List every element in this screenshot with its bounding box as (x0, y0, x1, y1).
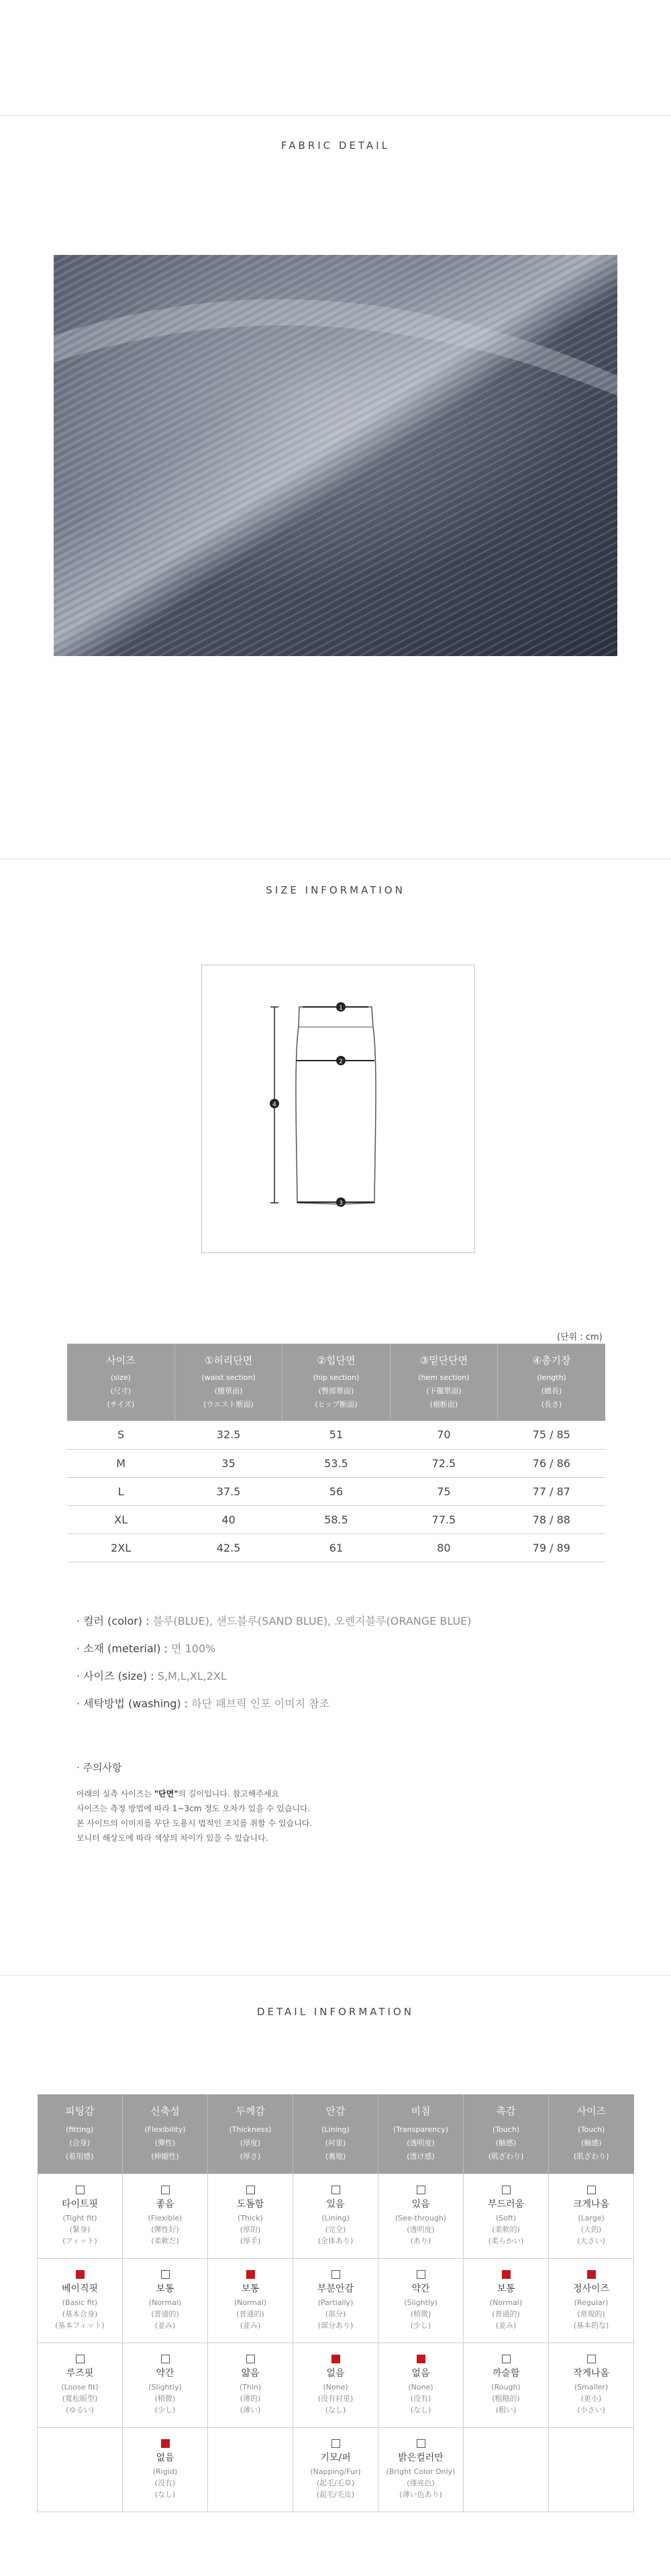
option-label: 보통 (497, 2283, 515, 2294)
unchecked-box-icon (417, 2186, 425, 2194)
detail-option-cell (293, 2343, 378, 2427)
table-cell: 77 / 87 (498, 1477, 605, 1505)
table-cell: 40 (174, 1505, 282, 1534)
option-sublabel: (Slightly) (148, 2382, 182, 2392)
option-sublabel: (稍微) (410, 2309, 431, 2318)
table-row (67, 1534, 605, 1562)
header-sublabel: (透明度) (407, 2139, 435, 2148)
option-sublabel: (あり) (410, 2236, 431, 2245)
option-sublabel: (Smaller) (574, 2382, 609, 2392)
table-cell: 2XL (67, 1534, 174, 1562)
option-sublabel: (柔軟だ) (151, 2236, 179, 2245)
option-sublabel: (Partially) (317, 2298, 354, 2307)
size-table-header (390, 1344, 497, 1421)
option-label: 도톰함 (236, 2198, 264, 2210)
option-sublabel: (なし) (325, 2405, 346, 2414)
header-label: 안감 (325, 2105, 346, 2118)
header-sublabel: (裏地) (325, 2152, 346, 2161)
marker-2 (336, 1056, 346, 1065)
option-sublabel: (薄い) (240, 2405, 261, 2414)
header-label: ①허리단면 (204, 1354, 253, 1366)
detail-option-cell (123, 2427, 208, 2512)
header-sublabel: (腰單面) (214, 1387, 243, 1395)
option-sublabel: (なし) (410, 2405, 431, 2414)
unchecked-box-icon (417, 2270, 425, 2279)
header-sublabel: (尺寸) (110, 1387, 132, 1395)
spec-material: · 소재 (meterial) : 면 100% (76, 1642, 216, 1655)
checked-box-icon (587, 2270, 596, 2279)
option-sublabel: (完全) (325, 2224, 346, 2234)
detail-table-header (208, 2094, 293, 2174)
header-sublabel: (下擺單面) (426, 1387, 462, 1395)
detail-table-header (549, 2094, 634, 2174)
detail-option-cell (293, 2258, 378, 2343)
option-sublabel: (柔軟的) (492, 2224, 520, 2234)
table-cell: 79 / 89 (498, 1534, 605, 1562)
detail-row (38, 2427, 634, 2512)
option-sublabel: (普通的) (151, 2309, 179, 2318)
unchecked-box-icon (76, 2355, 85, 2363)
option-sublabel: (厚手) (240, 2236, 261, 2245)
option-sublabel: (基本合身) (62, 2309, 98, 2318)
option-sublabel: (Normal) (234, 2298, 267, 2307)
option-sublabel: (Soft) (495, 2213, 517, 2222)
unchecked-box-icon (331, 2186, 340, 2194)
option-label: 크게나옴 (572, 2198, 610, 2210)
detail-option-cell (38, 2258, 123, 2343)
detail-option-cell (38, 2427, 123, 2512)
table-cell: 37.5 (174, 1477, 282, 1505)
option-sublabel: (Flexible) (148, 2213, 183, 2222)
checked-box-icon (161, 2439, 170, 2448)
divider (0, 1975, 671, 1976)
header-sublabel: (hip section) (313, 1373, 360, 1382)
table-cell: 75 (390, 1477, 497, 1505)
detail-option-cell (38, 2174, 123, 2258)
option-sublabel: (部分) (325, 2309, 346, 2318)
option-sublabel: (なし) (154, 2489, 176, 2499)
size-table-header (282, 1344, 390, 1421)
option-sublabel: (Regular) (574, 2298, 609, 2307)
table-cell: 61 (282, 1534, 390, 1562)
unchecked-box-icon (502, 2186, 511, 2194)
option-sublabel: (普通的) (492, 2309, 520, 2318)
size-table-header (67, 1344, 174, 1421)
header-sublabel: (length) (537, 1373, 566, 1382)
option-label: 좋음 (156, 2198, 174, 2210)
unchecked-box-icon (502, 2355, 511, 2363)
option-sublabel: (稍微) (154, 2394, 176, 2403)
unchecked-box-icon (246, 2355, 255, 2363)
option-sublabel: (None) (408, 2382, 433, 2392)
note-line: 아래의 실측 사이즈는 "단면"의 길이입니다. 참고해주세요 (76, 1789, 280, 1799)
marker-1 (336, 1002, 346, 1012)
detail-option-cell (464, 2174, 549, 2258)
option-sublabel: (更小) (580, 2394, 602, 2403)
detail-table-header (464, 2094, 549, 2174)
option-sublabel: (並み) (495, 2320, 517, 2330)
header-sublabel: (ウエスト断面) (203, 1400, 254, 1409)
option-label: 밝은컬러만 (398, 2452, 444, 2463)
option-label: 까슬함 (492, 2367, 520, 2379)
option-sublabel: (Rough) (491, 2382, 521, 2392)
unchecked-box-icon (331, 2270, 340, 2279)
detail-option-cell (208, 2427, 293, 2512)
detail-option-cell (123, 2174, 208, 2258)
table-cell: 72.5 (390, 1449, 497, 1477)
detail-option-cell (549, 2174, 634, 2258)
option-sublabel: (彈性好) (151, 2224, 179, 2234)
table-cell: 42.5 (174, 1534, 282, 1562)
note-line: 사이즈는 측정 방법에 따라 1~3cm 정도 오차가 있을 수 있습니다. (76, 1804, 311, 1813)
detail-table-header (123, 2094, 208, 2174)
option-sublabel: (Bright Color Only) (386, 2467, 456, 2476)
detail-option-cell (378, 2258, 464, 2343)
table-cell: M (67, 1449, 174, 1477)
skirt-outline (296, 1007, 376, 1204)
detail-option-cell (378, 2343, 464, 2427)
option-sublabel: (Basic fit) (62, 2298, 98, 2307)
table-cell: 35 (174, 1449, 282, 1477)
option-label: 기모/퍼 (320, 2452, 351, 2463)
option-label: 얇음 (241, 2367, 260, 2379)
header-sublabel: (合身) (69, 2139, 91, 2148)
option-label: 보통 (241, 2283, 260, 2294)
option-label: 없음 (411, 2367, 430, 2379)
option-sublabel: (少し) (154, 2405, 176, 2414)
table-cell: 78 / 88 (498, 1505, 605, 1534)
size-table-header (498, 1344, 605, 1421)
option-label: 부분안감 (317, 2283, 354, 2294)
table-row (67, 1477, 605, 1505)
marker-3 (336, 1197, 346, 1207)
header-sublabel: (Flexibility) (144, 2125, 186, 2135)
table-cell: 56 (282, 1477, 390, 1505)
header-sublabel: (彈性) (154, 2139, 176, 2148)
unchecked-box-icon (161, 2186, 170, 2194)
table-row (67, 1505, 605, 1534)
detail-option-cell (293, 2174, 378, 2258)
header-label: ③밑단단면 (419, 1354, 468, 1366)
caution-notes (76, 1760, 312, 1845)
option-sublabel: (部分あり) (317, 2320, 354, 2330)
option-sublabel: (大的) (580, 2224, 602, 2234)
checked-box-icon (76, 2270, 85, 2279)
option-sublabel: (Napping/Fur) (310, 2467, 361, 2476)
header-label: 비침 (411, 2105, 431, 2118)
detail-option-cell (464, 2343, 549, 2427)
fabric-photo (54, 255, 617, 656)
table-cell: 58.5 (282, 1505, 390, 1534)
option-label: 없음 (156, 2452, 174, 2463)
header-label: 사이즈 (106, 1354, 136, 1366)
option-sublabel: (緊身) (69, 2224, 91, 2234)
unchecked-box-icon (587, 2355, 596, 2363)
spec-size: · 사이즈 (size) : S,M,L,XL,2XL (76, 1670, 227, 1682)
header-sublabel: (透け感) (407, 2152, 435, 2161)
caution-title: · 주의사항 (76, 1762, 122, 1774)
option-label: 약간 (156, 2367, 174, 2379)
option-sublabel: (厚的) (240, 2224, 261, 2234)
option-sublabel: (粗糙的) (492, 2394, 520, 2403)
header-sublabel: (サイズ) (107, 1400, 135, 1409)
option-sublabel: (小さい) (577, 2405, 605, 2414)
detail-option-cell (293, 2427, 378, 2512)
header-label: 신축성 (150, 2105, 180, 2118)
header-sublabel: (ヒップ断面) (315, 1400, 358, 1409)
option-sublabel: (Slightly) (404, 2298, 437, 2307)
note-line: 모니터 해상도에 따라 색상의 차이가 있을 수 있습니다. (76, 1833, 268, 1843)
header-label: 사이즈 (576, 2105, 606, 2118)
option-sublabel: (薄的) (240, 2394, 261, 2403)
header-sublabel: (厚度) (240, 2139, 261, 2148)
size-table (67, 1344, 605, 1562)
header-sublabel: (Thickness) (229, 2125, 272, 2135)
option-sublabel: (没有) (410, 2394, 431, 2403)
option-sublabel: (普通的) (236, 2309, 264, 2318)
option-sublabel: (僅亮色) (407, 2478, 435, 2487)
header-sublabel: (肌ざわり) (488, 2152, 524, 2161)
size-information-title: SIZE INFORMATION (266, 884, 405, 896)
option-sublabel: (薄い色あり) (399, 2489, 442, 2499)
unchecked-box-icon (161, 2270, 170, 2279)
skirt-size-diagram (201, 965, 475, 1253)
option-sublabel: (柔らかい) (488, 2236, 524, 2245)
table-cell: 76 / 86 (498, 1449, 605, 1477)
svg-text:1: 1 (339, 1005, 343, 1012)
option-sublabel: (Thick) (238, 2213, 263, 2222)
header-label: ④총기장 (532, 1354, 571, 1366)
unchecked-box-icon (246, 2186, 255, 2194)
option-label: 없음 (326, 2367, 345, 2379)
detail-table (37, 2094, 634, 2512)
checked-box-icon (246, 2270, 255, 2279)
table-cell: S (67, 1421, 174, 1449)
option-label: 베이직핏 (61, 2283, 99, 2294)
header-sublabel: (肌ざわり) (573, 2152, 609, 2161)
divider (0, 115, 671, 116)
header-sublabel: (Transparency) (393, 2125, 448, 2135)
detail-option-cell (208, 2174, 293, 2258)
option-sublabel: (粗い) (495, 2405, 517, 2414)
header-sublabel: (Touch) (578, 2125, 605, 2135)
checked-box-icon (331, 2355, 340, 2363)
spec-washing: · 세탁방법 (washing) : 하단 패브릭 인포 이미지 참조 (76, 1697, 330, 1710)
detail-table-header (293, 2094, 378, 2174)
detail-option-cell (208, 2343, 293, 2427)
table-row (67, 1449, 605, 1477)
detail-table-header (378, 2094, 464, 2174)
header-sublabel: (触感) (495, 2139, 517, 2148)
checked-box-icon (502, 2270, 511, 2279)
table-cell: 32.5 (174, 1421, 282, 1449)
option-sublabel: (寬松版型) (62, 2394, 98, 2403)
table-cell: 77.5 (390, 1505, 497, 1534)
detail-table-header (38, 2094, 123, 2174)
detail-option-cell (123, 2343, 208, 2427)
header-sublabel: (着用感) (65, 2152, 94, 2161)
marker-4 (270, 1099, 279, 1108)
option-sublabel: (フィット) (62, 2236, 97, 2245)
option-sublabel: (Rigid) (152, 2467, 178, 2476)
unchecked-box-icon (331, 2439, 340, 2448)
option-sublabel: (少し) (410, 2320, 431, 2330)
option-sublabel: (See-through) (395, 2213, 447, 2222)
option-label: 타이트핏 (61, 2198, 99, 2210)
svg-text:3: 3 (339, 1200, 343, 1207)
option-sublabel: (起毛/毛草) (316, 2478, 355, 2487)
header-sublabel: (waist section) (201, 1373, 256, 1382)
svg-text:2: 2 (339, 1059, 343, 1065)
option-sublabel: (Lining) (321, 2213, 350, 2222)
option-label: 약간 (411, 2283, 430, 2294)
header-sublabel: (裾断面) (429, 1400, 458, 1409)
table-cell: 53.5 (282, 1449, 390, 1477)
option-label: 정사이즈 (572, 2283, 610, 2294)
option-label: 부드러움 (487, 2198, 525, 2210)
detail-option-cell (123, 2258, 208, 2343)
option-sublabel: (Normal) (148, 2298, 182, 2307)
detail-option-cell (378, 2427, 464, 2512)
checked-box-icon (417, 2355, 425, 2363)
header-sublabel: (厚さ) (240, 2152, 261, 2161)
detail-row (38, 2174, 634, 2258)
option-label: 루즈핏 (66, 2367, 94, 2379)
unchecked-box-icon (76, 2186, 85, 2194)
table-cell: 75 / 85 (498, 1421, 605, 1449)
header-label: 두께감 (236, 2105, 265, 2118)
unchecked-box-icon (417, 2439, 425, 2448)
option-sublabel: (Large) (578, 2213, 605, 2222)
svg-text:4: 4 (272, 1102, 276, 1108)
header-sublabel: (Lining) (321, 2125, 350, 2135)
option-sublabel: (基本フィット) (55, 2320, 105, 2330)
header-sublabel: (Touch) (492, 2125, 520, 2135)
option-sublabel: (ゆるい) (66, 2405, 94, 2414)
detail-information-title: DETAIL INFORMATION (257, 2006, 414, 2018)
option-sublabel: (並み) (240, 2320, 261, 2330)
option-sublabel: (Tight fit) (62, 2213, 97, 2222)
option-label: 있음 (411, 2198, 430, 2210)
option-sublabel: (Loose fit) (61, 2382, 99, 2392)
option-sublabel: (起毛/毛皮) (316, 2489, 355, 2499)
header-sublabel: (hem section) (418, 1373, 470, 1382)
product-specs (76, 1613, 472, 1723)
option-sublabel: (Thin) (239, 2382, 262, 2392)
header-label: 촉감 (496, 2105, 516, 2118)
table-cell: 70 (390, 1421, 497, 1449)
detail-option-cell (549, 2427, 634, 2512)
size-table-header (174, 1344, 282, 1421)
unchecked-box-icon (161, 2355, 170, 2363)
header-label: ②힙단면 (317, 1354, 356, 1366)
header-sublabel: (長さ) (541, 1400, 562, 1409)
unchecked-box-icon (587, 2186, 596, 2194)
option-sublabel: (基本的な) (573, 2320, 609, 2330)
option-sublabel: (没有) (154, 2478, 176, 2487)
detail-option-cell (464, 2258, 549, 2343)
option-label: 보통 (156, 2283, 174, 2294)
note-line: 본 사이트의 이미지를 무단 도용시 법적인 조치를 취할 수 있습니다. (76, 1819, 313, 1828)
spec-color: · 컬러 (color) : 블루(BLUE), 샌드블루(SAND BLUE), 오렌지블루(ORANGE BLUE) (76, 1615, 472, 1627)
header-sublabel: (衬里) (325, 2139, 346, 2148)
detail-option-cell (208, 2258, 293, 2343)
table-cell: L (67, 1477, 174, 1505)
option-sublabel: (大さい) (577, 2236, 605, 2245)
option-sublabel: (並み) (154, 2320, 176, 2330)
detail-option-cell (38, 2343, 123, 2427)
detail-option-cell (549, 2258, 634, 2343)
unit-label: (단위 : cm) (557, 1332, 603, 1342)
fabric-detail-title: FABRIC DETAIL (281, 140, 390, 152)
header-sublabel: (伸縮性) (151, 2152, 179, 2161)
header-sublabel: (触感) (580, 2139, 602, 2148)
header-sublabel: (總長) (541, 1387, 562, 1395)
detail-row (38, 2258, 634, 2343)
option-sublabel: (常規的) (577, 2309, 605, 2318)
detail-option-cell (378, 2174, 464, 2258)
option-label: 작게나옴 (572, 2367, 610, 2379)
table-cell: 80 (390, 1534, 497, 1562)
detail-row (38, 2343, 634, 2427)
header-sublabel: (size) (110, 1373, 131, 1382)
table-cell: 51 (282, 1421, 390, 1449)
header-label: 피팅감 (65, 2105, 95, 2118)
detail-option-cell (549, 2343, 634, 2427)
table-cell: XL (67, 1505, 174, 1534)
option-sublabel: (Normal) (489, 2298, 523, 2307)
detail-option-cell (464, 2427, 549, 2512)
option-sublabel: (None) (323, 2382, 348, 2392)
option-sublabel: (没有衬里) (317, 2394, 354, 2403)
header-sublabel: (fitting) (66, 2125, 94, 2135)
header-sublabel: (臀部單面) (318, 1387, 354, 1395)
table-row (67, 1421, 605, 1449)
option-sublabel: (透明度) (407, 2224, 435, 2234)
option-sublabel: (全体あり) (317, 2236, 354, 2245)
option-label: 있음 (326, 2198, 345, 2210)
